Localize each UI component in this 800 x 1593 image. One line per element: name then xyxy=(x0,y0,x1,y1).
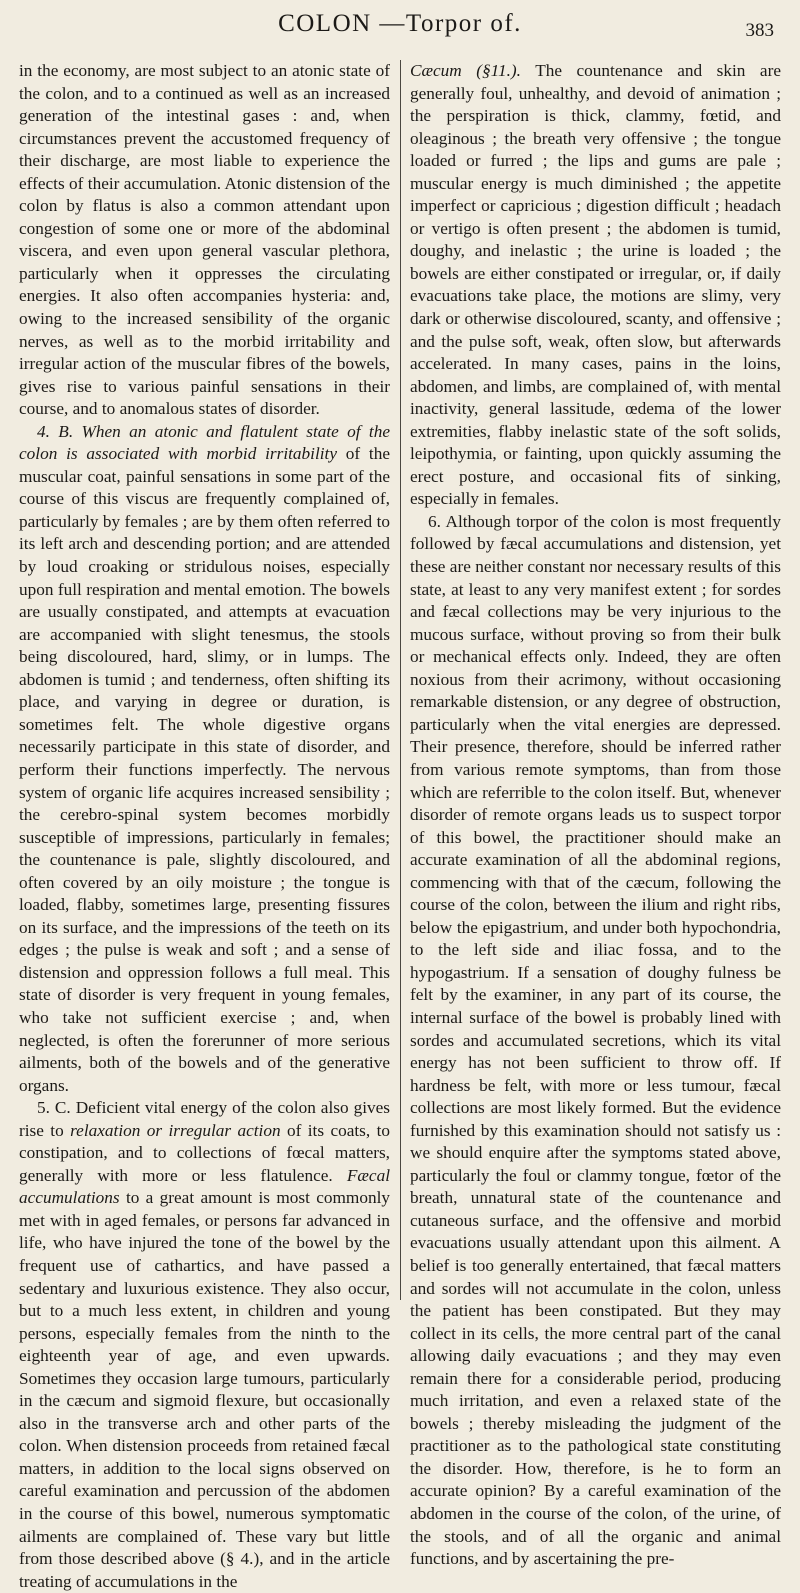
paragraph-text: The countenance and skin are generally foul, unhealthy, and devoid of animation ; the perspiration is thick, clammy, fœtid, and oleaginous ; the breath very offensive ; the tongue loaded or furred ; the lips and gums are pale ; muscular energy is much diminished ; the appetite imperfect or capricious ; digestion difficult ; headach or vertigo is often present ; the abdomen is tumid, doughy, and inelastic ; the urine is loaded ; the bowels are either constipated or irregular, or, if daily evacuations take place, the motions are slimy, very dark or otherwise discoloured, scanty, and offensive ; and the pulse soft, weak, often slow, but afterwards accelerated. In many cases, pains in the loins, abdomen, and limbs, are complained of, with mental inactivity, general lassitude, œdema of the lower extremities, flabby inelastic state of the soft solids, leipothymia, or fainting, upon quickly assuming the erect posture, and occasional fits of sinking, especially in females. xyxy=(410,61,781,509)
paragraph-section-6: 6. Although torpor of the colon is most frequently followed by fæcal accumulations and distension, yet these are neither constant nor necessary results of this state, at least to any very manifest extent ; for sordes and fæcal collections may be very injurious to the mucous surface, without proving so from their bulk or mechanical effects only. Indeed, they are often noxious from their acrimony, without occasioning remarkable distension, or any degree of obstruction, particularly when the vital energies are depressed. Their presence, therefore, should be inferred rather from various remote symptoms, than from those which are referrible to the colon itself. But, whenever disorder of remote organs leads us to suspect torpor of this bowel, the practitioner should make an accurate examination of all the abdominal regions, commencing with that of the cæcum, following the course of the colon, between the ilium and right ribs, below the epigastrium, and under both hypochondria, to the left side and iliac fossa, and to the hypogastrium. If a sensation of doughy fulness be felt by the examiner, in any part of its course, the internal surface of the bowel is probably lined with sordes and accumulated secretions, which its vital energy has not been sufficient to throw off. If hardness be felt, with more or less tumour, fæcal collections are most likely formed. But the evidence furnished by this examination should not satisfy us : we should enquire after the symptoms stated above, particularly the foul or clammy tongue, fœtor of the breath, unnatural state of the countenance and cutaneous surface, and the offensive and morbid evacuations usually attendant upon this ailment. A belief is too generally entertained, that fæcal matters and sordes will not accumulate in the colon, unless the patient has been constipated. But they may collect in its cells, the more central part of the canal allowing daily evacuations ; and they may even remain there for a considerable period, producing much irritation, and even a relaxed state of the bowels ; thereby misleading the judgment of the practitioner as to the pathological state constituting the disorder. How, therefore, is he to form an accurate opinion? By a careful examination of the abdomen in the course of the colon, of the urine, of the stools, and of all the organic and animal functions, and by ascertaining the pre- xyxy=(410,511,781,1569)
right-column xyxy=(410,60,781,1571)
left-column xyxy=(19,60,390,1593)
paragraph: in the economy, are most subject to an atonic state of the colon, and to a continued as well as an increased generation of the intestinal gases : and, when circumstances prevent the accustomed frequency of their discharge, are most liable to experience the effects of their accumulation. Atonic distension of the colon by flatus is also a common attendant upon congestion of some one or more of the abdominal viscera, and even upon general vascular plethora, particularly when it oppresses the circulating energies. It also often accompanies hysteria: and, owing to the increased sensibility of the organic nerves, as well as to the morbid irritability and irregular action of the muscular fibres of the bowels, gives rise to various painful sensations in their course, and to anomalous states of disorder. xyxy=(19,61,390,419)
section-heading: 5. C. Deficient vital energy of the colon also gives rise to xyxy=(19,1098,390,1140)
emphasis: Fæcal accumulations xyxy=(19,1165,390,1208)
paragraph-text: of its coats, to constipation, and to collections of fœcal matters, generally with more or less flatulence. xyxy=(19,1120,390,1185)
section-reference: Cæcum (§11.). xyxy=(410,61,521,80)
page-number: 383 xyxy=(745,20,774,41)
paragraph-text: of the muscular coat, painful sensations in some part of the course of this viscus are frequently complained of, particularly by females ; are by them often referred to its left arch and descending portion; and are attended by loud croaking or stridulous noises, especially upon full respiration and mental emotion. The bowels are usually constipated, and attempts at evacuation are accompanied with slight tenesmus, the stools being discoloured, hard, slimy, or in lumps. The abdomen is tumid ; and tenderness, often shifting its place, and varying in degree or duration, is sometimes felt. The whole digestive organs necessarily participate in this state of disorder, and perform their functions imperfectly. The nervous system of organic life acquires increased sensibility ; the cerebro-spinal system becomes morbidly susceptible of impressions, particularly in females; the countenance is pale, slightly discoloured, and often covered by an oily moisture ; the tongue is loaded, flabby, sometimes large, presenting fissures on its surface, and the impressions of the teeth on its edges ; the pulse is weak and soft ; and a sense of distension and oppression follows a full meal. This state of disorder is very frequent in young females, who take not sufficient exercise ; and, when neglected, is often the forerunner of more serious ailments, both of the bowels and of the generative organs. xyxy=(19,444,390,1095)
emphasis: relaxation or irregular action xyxy=(70,1120,281,1140)
paragraph-section-4 xyxy=(19,421,390,1097)
paragraph xyxy=(410,60,781,511)
paragraph-text: to a great amount is most commonly met with in aged females, or persons far advanced in life, who have injured the tone of the bowel by the frequent use of cathartics, and have passed a sedentary and luxurious existence. They also occur, but to a much less extent, in children and young persons, especially females from the ninth to the eighteenth year of age, and even upwards. Sometimes they occasion large tumours, particularly in the cæcum and sigmoid flexure, but occasionally also in the transverse arch and other parts of the colon. When distension proceeds from retained fæcal matters, in addition to the local signs observed on careful examination and percussion of the abdomen in the course of this bowel, numerous symptomatic ailments are complained of. These vary but little from those described above (§ 4.), and in the article treating of accumulations in the xyxy=(19,1188,390,1591)
column-divider xyxy=(400,60,401,1300)
running-head: COLON —Torpor of. xyxy=(278,10,522,37)
paragraph-section-5 xyxy=(19,1097,390,1593)
page-header xyxy=(0,6,800,46)
section-heading: 4. B. When an atonic and flatulent state of the colon is associated with morbid irritability xyxy=(19,421,390,464)
